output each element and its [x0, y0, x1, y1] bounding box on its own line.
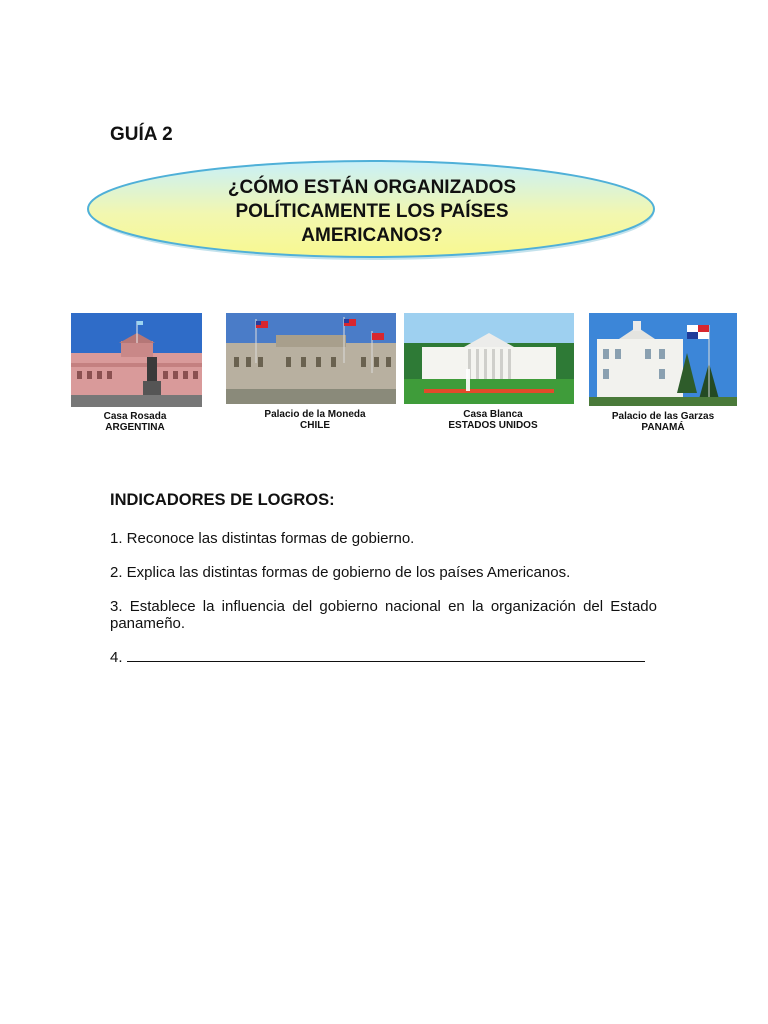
- building-country: CHILE: [300, 420, 330, 431]
- building-name: Casa Blanca: [463, 409, 523, 420]
- casa-blanca-photo: [404, 313, 574, 404]
- palacio-moneda-photo: [226, 313, 396, 404]
- indicator-item-3: 3. Establece la influencia del gobierno nacional en la organización del Estado panameño.: [110, 598, 657, 632]
- banner-line-2: POLÍTICAMENTE LOS PAÍSES: [235, 201, 509, 222]
- building-country: ESTADOS UNIDOS: [448, 420, 538, 431]
- caption-casa-rosada: [80, 411, 190, 433]
- indicator-item-1: 1. Reconoce las distintas formas de gobierno.: [110, 530, 415, 547]
- building-country: ARGENTINA: [105, 422, 165, 433]
- building-country: PANAMÁ: [641, 422, 685, 433]
- banner-line-1: ¿CÓMO ESTÁN ORGANIZADOS: [227, 177, 517, 198]
- caption-palacio-garzas: [598, 411, 728, 433]
- indicator-item-2: 2. Explica las distintas formas de gobierno de los países Americanos.: [110, 564, 571, 581]
- caption-palacio-moneda: [250, 409, 380, 431]
- banner-line-3: AMERICANOS?: [301, 225, 443, 246]
- caption-casa-blanca: [428, 409, 558, 431]
- indicator-item-4: [110, 648, 657, 666]
- building-name: Palacio de las Garzas: [611, 411, 715, 422]
- building-name: Casa Rosada: [103, 411, 167, 422]
- achievements-heading: INDICADORES DE LOGROS:: [110, 491, 335, 509]
- casa-rosada-photo: [71, 313, 202, 407]
- guide-title: GUÍA 2: [110, 124, 173, 145]
- indicator-blank-line[interactable]: [127, 648, 645, 662]
- palacio-garzas-photo: [589, 313, 737, 406]
- title-banner: [86, 158, 658, 264]
- building-name: Palacio de la Moneda: [264, 409, 366, 420]
- indicator-item-4-number: 4.: [110, 649, 123, 666]
